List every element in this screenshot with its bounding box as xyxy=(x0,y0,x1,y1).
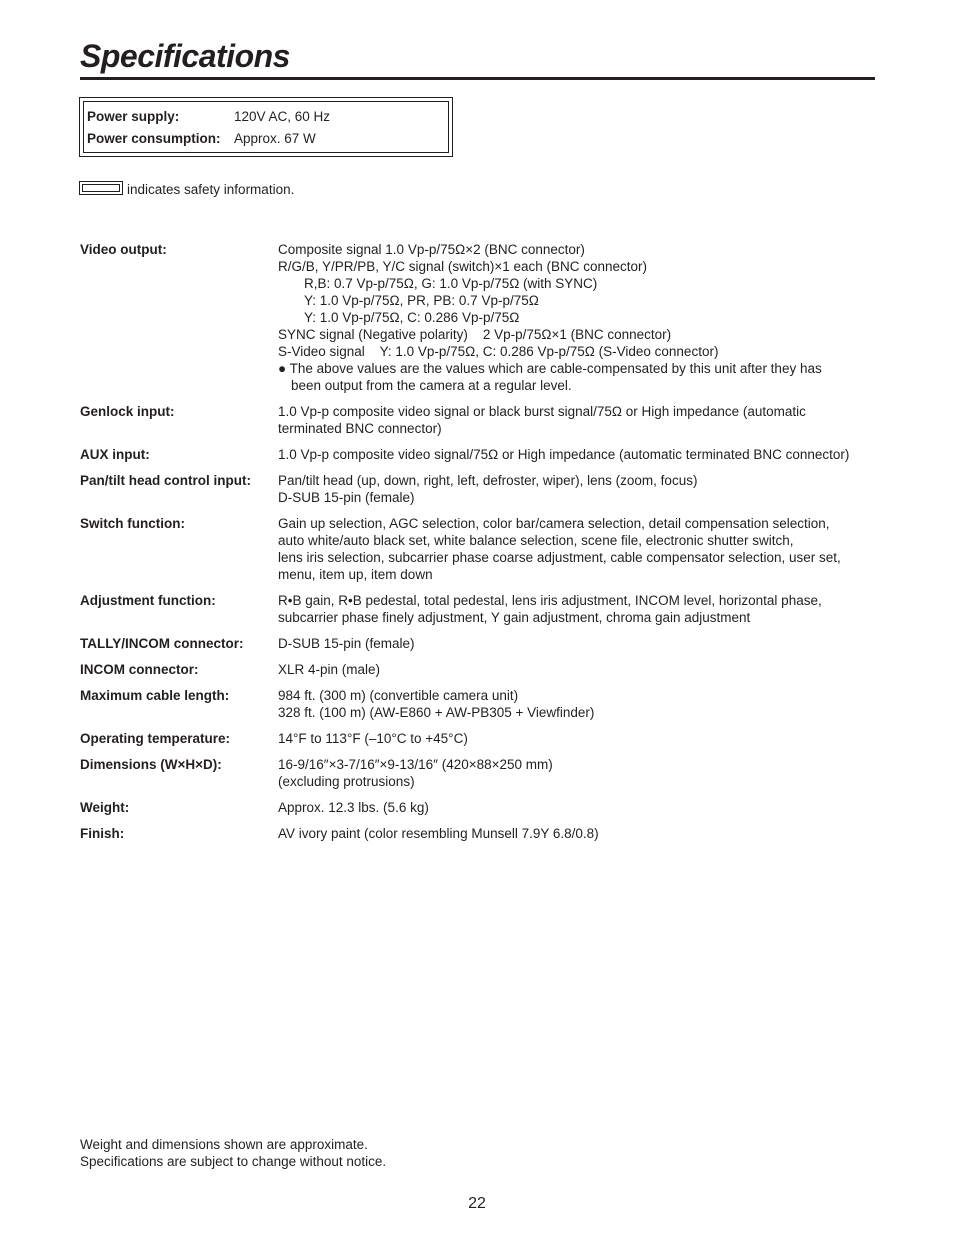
spec-line: D-SUB 15-pin (female) xyxy=(278,636,415,651)
spec-label: INCOM connector: xyxy=(80,662,199,677)
power-supply-row xyxy=(87,109,330,125)
footer-note-weight: Weight and dimensions shown are approximate. xyxy=(80,1137,368,1152)
spec-line: AV ivory paint (color resembling Munsell 7.9Y 6.8/0.8) xyxy=(278,826,599,841)
spec-label: Pan/tilt head control input: xyxy=(80,473,251,488)
spec-line: 14°F to 113°F (–10°C to +45°C) xyxy=(278,731,468,746)
spec-value xyxy=(278,661,880,678)
spec-value xyxy=(278,730,880,747)
spec-line: Composite signal 1.0 Vp-p/75Ω×2 (BNC connector) xyxy=(278,242,585,257)
spec-line: lens iris selection, subcarrier phase coarse adjustment, cable compensator selection, user set, xyxy=(278,550,841,565)
power-consumption-label: Power consumption: xyxy=(87,131,221,146)
spec-value xyxy=(278,403,880,437)
safety-note-text: indicates safety information. xyxy=(127,182,295,197)
title-rule xyxy=(80,77,875,80)
spec-value xyxy=(278,825,880,842)
spec-line: Y: 1.0 Vp-p/75Ω, C: 0.286 Vp-p/75Ω xyxy=(304,310,520,325)
spec-label: Dimensions (W×H×D): xyxy=(80,757,222,772)
footer-notes xyxy=(80,1136,386,1170)
spec-value xyxy=(278,592,880,626)
spec-line: 984 ft. (300 m) (convertible camera unit) xyxy=(278,688,519,703)
page-number: 22 xyxy=(468,1195,486,1212)
spec-row-switch-function xyxy=(80,515,880,583)
spec-line: 328 ft. (100 m) (AW-E860 + AW-PB305 + Viewfinder) xyxy=(278,705,595,720)
spec-label: AUX input: xyxy=(80,447,150,462)
spec-row-tally-incom-connector xyxy=(80,635,880,652)
spec-row-maximum-cable-length xyxy=(80,687,880,721)
spec-line: Approx. 12.3 lbs. (5.6 kg) xyxy=(278,800,429,815)
spec-value xyxy=(278,687,880,721)
spec-row-dimensions xyxy=(80,756,880,790)
spec-line: 1.0 Vp-p composite video signal/75Ω or High impedance (automatic terminated BNC connector) xyxy=(278,447,850,462)
spec-row-finish xyxy=(80,825,880,842)
spec-value xyxy=(278,799,880,816)
safety-note xyxy=(79,181,294,199)
spec-line: XLR 4-pin (male) xyxy=(278,662,381,677)
spec-line: menu, item up, item down xyxy=(278,567,433,582)
spec-line: R/G/B, Y/PR/PB, Y/C signal (switch)×1 each (BNC connector) xyxy=(278,259,648,274)
spec-line: Gain up selection, AGC selection, color bar/camera selection, detail compensation selection, xyxy=(278,516,830,531)
power-consumption-value: Approx. 67 W xyxy=(234,131,316,146)
spec-row-aux-input xyxy=(80,446,880,463)
spec-label: Finish: xyxy=(80,826,125,841)
power-supply-value: 120V AC, 60 Hz xyxy=(234,109,331,124)
spec-line: auto white/auto black set, white balance selection, scene file, electronic shutter switch, xyxy=(278,533,794,548)
spec-table xyxy=(80,241,880,851)
spec-row-incom-connector xyxy=(80,661,880,678)
spec-label: Operating temperature: xyxy=(80,731,231,746)
spec-label: Switch function: xyxy=(80,516,185,531)
spec-line: terminated BNC connector) xyxy=(278,421,442,436)
spec-line: SYNC signal (Negative polarity) 2 Vp-p/75Ω×1 (BNC connector) xyxy=(278,327,672,342)
spec-row-pan-tilt-input xyxy=(80,472,880,506)
spec-value xyxy=(278,515,880,583)
spec-row-weight xyxy=(80,799,880,816)
spec-label: Maximum cable length: xyxy=(80,688,230,703)
spec-label: TALLY/INCOM connector: xyxy=(80,636,244,651)
spec-label: Genlock input: xyxy=(80,404,175,419)
footer-note-change: Specifications are subject to change without notice. xyxy=(80,1154,387,1169)
spec-line: (excluding protrusions) xyxy=(278,774,415,789)
spec-line: S-Video signal Y: 1.0 Vp-p/75Ω, C: 0.286 Vp-p/75Ω (S-Video connector) xyxy=(278,344,719,359)
spec-line: R•B gain, R•B pedestal, total pedestal, lens iris adjustment, INCOM level, horizontal phase, xyxy=(278,593,822,608)
spec-line: 1.0 Vp-p composite video signal or black burst signal/75Ω or High impedance (automatic xyxy=(278,404,806,419)
power-box xyxy=(79,97,453,157)
spec-row-video-output xyxy=(80,241,880,394)
spec-label: Adjustment function: xyxy=(80,593,216,608)
spec-value xyxy=(278,446,880,463)
spec-value xyxy=(278,635,880,652)
safety-box-icon xyxy=(79,181,123,195)
spec-line: 16-9/16″×3-7/16″×9-13/16″ (420×88×250 mm) xyxy=(278,757,553,772)
spec-line: D-SUB 15-pin (female) xyxy=(278,490,415,505)
spec-line: been output from the camera at a regular level. xyxy=(291,378,572,393)
spec-line: Pan/tilt head (up, down, right, left, defroster, wiper), lens (zoom, focus) xyxy=(278,473,698,488)
power-consumption-row xyxy=(87,131,316,147)
power-supply-label: Power supply: xyxy=(87,109,180,124)
spec-label: Weight: xyxy=(80,800,130,815)
page-title: Specifications xyxy=(80,38,290,74)
spec-row-genlock-input xyxy=(80,403,880,437)
spec-value xyxy=(278,472,880,506)
spec-line: Y: 1.0 Vp-p/75Ω, PR, PB: 0.7 Vp-p/75Ω xyxy=(304,293,539,308)
spec-value xyxy=(278,241,880,394)
spec-line-bullet: ● The above values are the values which are cable-compensated by this unit after they has xyxy=(278,361,822,376)
spec-value xyxy=(278,756,880,790)
spec-line: subcarrier phase finely adjustment, Y gain adjustment, chroma gain adjustment xyxy=(278,610,751,625)
spec-row-operating-temperature xyxy=(80,730,880,747)
spec-line: R,B: 0.7 Vp-p/75Ω, G: 1.0 Vp-p/75Ω (with SYNC) xyxy=(304,276,598,291)
spec-row-adjustment-function xyxy=(80,592,880,626)
spec-label: Video output: xyxy=(80,242,167,257)
